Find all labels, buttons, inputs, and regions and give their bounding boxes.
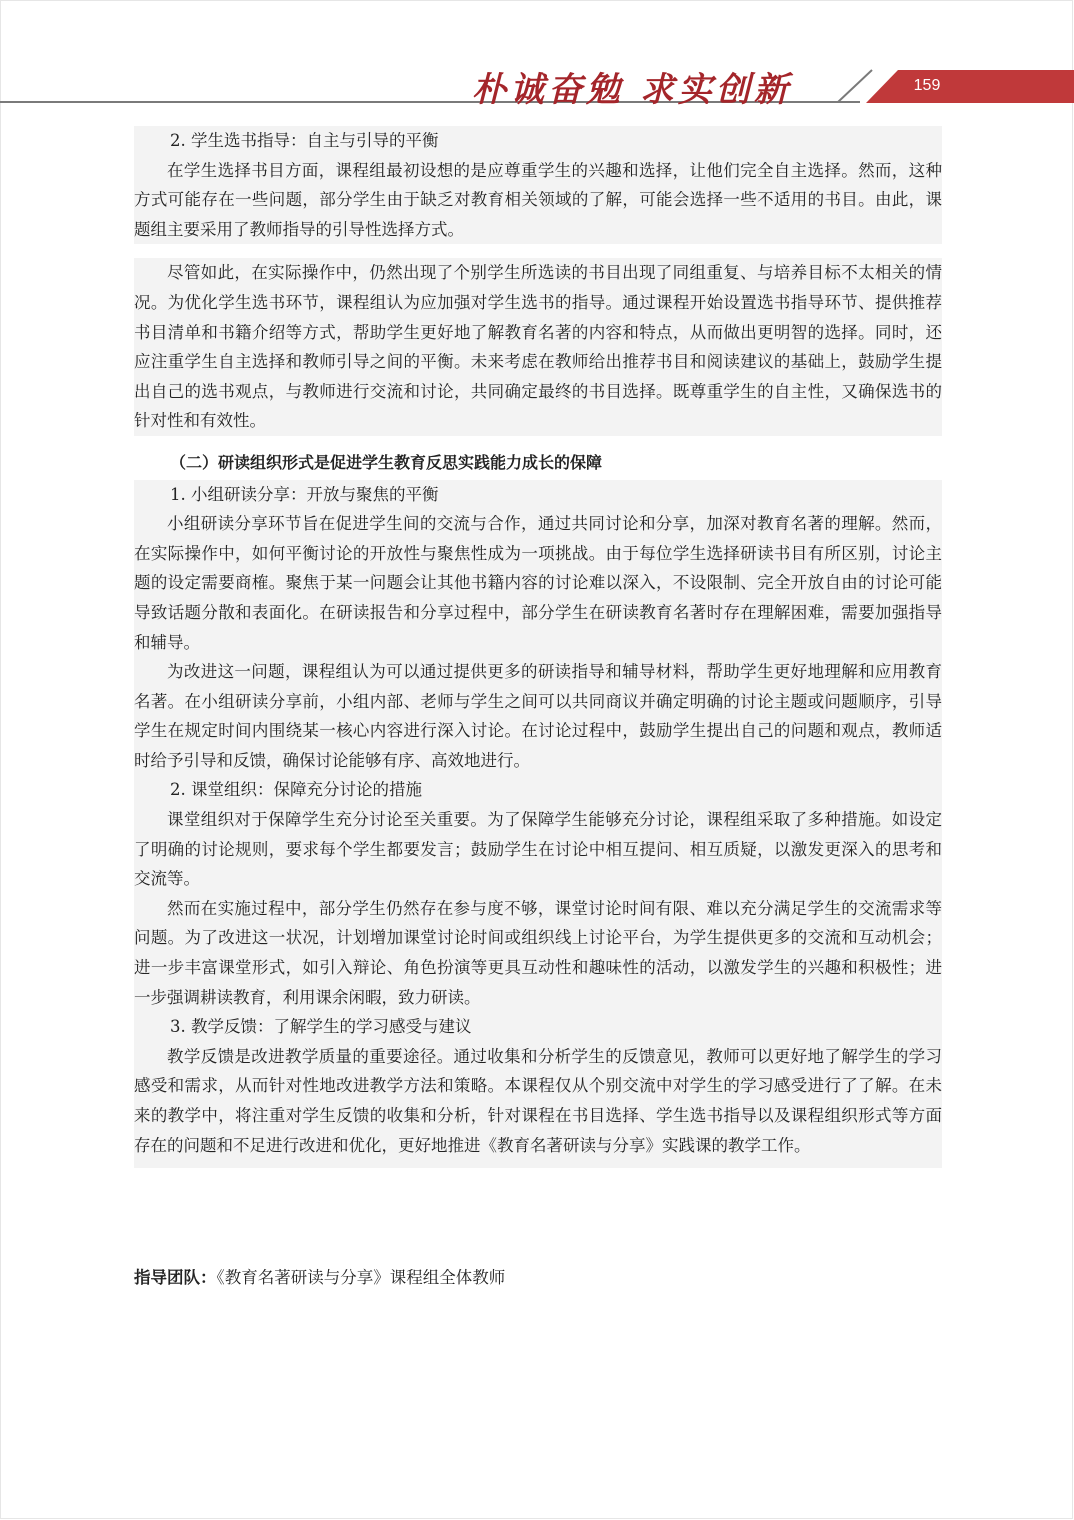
paragraph: 然而在实施过程中，部分学生仍然存在参与度不够，课堂讨论时间有限、难以充分满足学生的交流需求等问题。为了改进这一状况，计划增加课堂讨论时间或组织线上讨论平台，为学生提供更多的交流和互动机会；进一步丰富课堂形式，如引入辩论、角色扮演等更具互动性和趣味性的活动，以激发学生的兴趣和积极性；进一步强调耕读教育，利用课余闲暇，致力研读。	[134, 898, 942, 1007]
guidance-team	[134, 1264, 505, 1288]
page-number: 159	[913, 77, 941, 94]
subsection-title: 2. 课堂组织：保障充分讨论的措施	[170, 780, 422, 800]
section-group-reading	[134, 480, 942, 1169]
subsection-title: 2. 学生选书指导：自主与引导的平衡	[170, 131, 439, 150]
subsection-title: 1. 小组研读分享：开放与聚焦的平衡	[170, 484, 439, 504]
paragraph: 尽管如此，在实际操作中，仍然出现了个别学生所选读的书目出现了同组重复、与培养目标不太相关的情况。为优化学生选书环节，课程组认为应加强对学生选书的指导。通过课程开始设置选书指导环节、提供推荐书目清单和书籍介绍等方式，帮助学生更好地了解教育名著的内容和特点，从而做出更明智的选择。同时，还应注重学生自主选择和教师引导之间的平衡。未来考虑在教师给出推荐书目和阅读建议的基础上，鼓励学生提出自己的选书观点，与教师进行交流和讨论，共同确定最终的书目选择。既尊重学生的自主性，又确保选书的针对性和有效性。	[134, 263, 942, 431]
section-heading: （二）研读组织形式是促进学生教育反思实践能力成长的保障	[170, 452, 603, 472]
subsection-title: 3. 教学反馈：了解学生的学习感受与建议	[170, 1017, 472, 1037]
team-value: 《教育名著研读与分享》课程组全体教师	[216, 1268, 506, 1287]
header-slash	[838, 70, 872, 102]
paragraph: 课堂组织对于保障学生充分讨论至关重要。为了保障学生能够充分讨论，课程组采取了多种措施。如设定了明确的讨论规则，要求每个学生都要发言；鼓励学生在讨论中相互提问、相互质疑，以激发更深入的思考和交流等。	[134, 810, 942, 889]
paragraph: 在学生选择书目方面，课程组最初设想的是应尊重学生的兴趣和选择，让他们完全自主选择。然而，这种方式可能存在一些问题，部分学生由于缺乏对教育相关领域的了解，可能会选择一些不适用的书目。由此，课题组主要采用了教师指导的引导性选择方式。	[134, 160, 942, 239]
paragraph: 小组研读分享环节旨在促进学生间的交流与合作，通过共同讨论和分享，加深对教育名著的理解。然而，在实际操作中，如何平衡讨论的开放性与聚焦性成为一项挑战。由于每位学生选择研读书目有所区别，讨论主题的设定需要商榷。聚焦于某一问题会让其他书籍内容的讨论难以深入，不设限制、完全开放自由的讨论可能导致话题分散和表面化。在研读报告和分享过程中，部分学生在研读教育名著时存在理解困难，需要加强指导和辅导。	[134, 514, 942, 652]
section-book-selection-cont	[134, 258, 942, 436]
paragraph: 教学反馈是改进教学质量的重要途径。通过收集和分析学生的反馈意见，教师可以更好地了解学生的学习感受和需求，从而针对性地改进教学方法和策略。本课程仅从个别交流中对学生的学习感受进行了了解。在未来的教学中，将注重对学生反馈的收集和分析，针对课程在书目选择、学生选书指导以及课程组织形式等方面存在的问题和不足进行改进和优化，更好地推进《教育名著研读与分享》实践课的教学工作。	[134, 1046, 942, 1155]
header-slogan: 朴诚奋勉 求实创新	[472, 70, 792, 110]
paragraph: 为改进这一问题，课程组认为可以通过提供更多的研读指导和辅导材料，帮助学生更好地理解和应用教育名著。在小组研读分享前，小组内部、老师与学生之间可以共同商议并确定明确的讨论主题或问题顺序，引导学生在规定时间内围绕某一核心内容进行深入讨论。在讨论过程中，鼓励学生提出自己的问题和观点，教师适时给予引导和反馈，确保讨论能够有序、高效地进行。	[134, 662, 942, 770]
section-book-selection	[134, 126, 942, 244]
header-red-band	[866, 70, 1074, 103]
main-content	[134, 126, 942, 1168]
team-label: 指导团队：	[134, 1268, 217, 1287]
